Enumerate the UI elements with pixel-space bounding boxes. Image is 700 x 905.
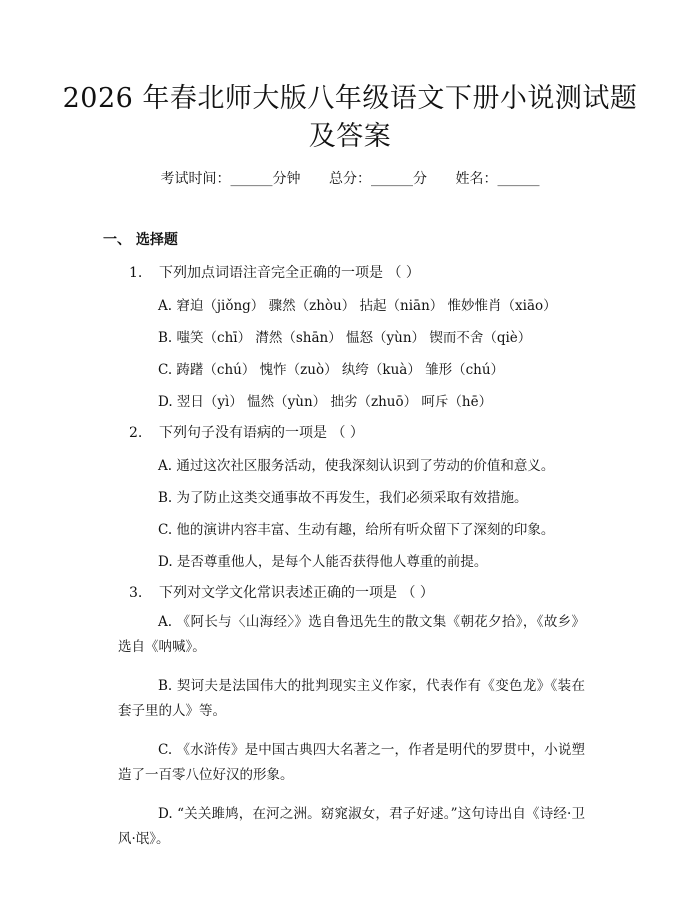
document-title: 2026 年春北师大版八年级语文下册小说测试题及答案 (62, 83, 638, 152)
q1-option-b: B. 嗤笑（chī） 潸然（shān） 愠怒（yùn） 锲而不舍（qiè） (158, 330, 532, 346)
q1-option-c: C. 踌躇（chú） 愧怍（zuò） 纨绔（kuà） 雏形（chú） (158, 362, 505, 378)
q2-option-a: A. 通过这次社区服务活动，使我深刻认识到了劳动的价值和意义。 (158, 458, 555, 474)
question-number: 2. (129, 425, 143, 441)
q3-option-a: A. 《阿长与〈山海经〉》选自鲁迅先生的散文集《朝花夕拾》，《故乡》选自《呐喊》。 (118, 614, 585, 655)
q1-option-a: A. 窘迫（jiǒng） 骤然（zhòu） 拈起（niān） 惟妙惟肖（xiāo） (158, 298, 557, 314)
exam-meta (0, 168, 700, 188)
q2-option-b: B. 为了防止这类交通事故不再发生，我们必须采取有效措施。 (158, 490, 528, 506)
q3-option-d: D. “关关雎鸠，在河之洲。窈窕淑女，君子好逑。”这句诗出自《诗经·卫风·氓》。 (118, 806, 585, 847)
q1-option-d: D. 翌日（yì） 愠然（yùn） 拙劣（zhuō） 呵斥（hē） (158, 394, 493, 410)
question-1 (129, 262, 420, 282)
student-name: 姓名：______ (455, 171, 540, 187)
question-number: 3. (129, 585, 143, 601)
q3-option-b: B. 契诃夫是法国伟大的批判现实主义作家，代表作有《变色龙》《装在套子里的人》等。 (118, 678, 585, 719)
total-score: 总分：______分 (329, 171, 427, 187)
exam-time: 考试时间：______分钟 (160, 171, 301, 187)
question-stem: 下列句子没有语病的一项是 （ ） (159, 425, 364, 441)
q2-option-c: C. 他的演讲内容丰富、生动有趣，给所有听众留下了深刻的印象。 (158, 522, 555, 538)
question-2 (129, 422, 364, 442)
question-3 (129, 582, 434, 602)
section-heading: 一、 选择题 (103, 232, 178, 248)
q3-option-c: C. 《水浒传》是中国古典四大名著之一，作者是明代的罗贯中，小说塑造了一百零八位好汉的形象。 (118, 742, 585, 783)
question-number: 1. (129, 265, 143, 281)
question-stem: 下列加点词语注音完全正确的一项是 （ ） (159, 265, 420, 281)
q2-option-d: D. 是否尊重他人，是每个人能否获得他人尊重的前提。 (158, 554, 488, 570)
question-stem: 下列对文学文化常识表述正确的一项是 （ ） (159, 585, 434, 601)
